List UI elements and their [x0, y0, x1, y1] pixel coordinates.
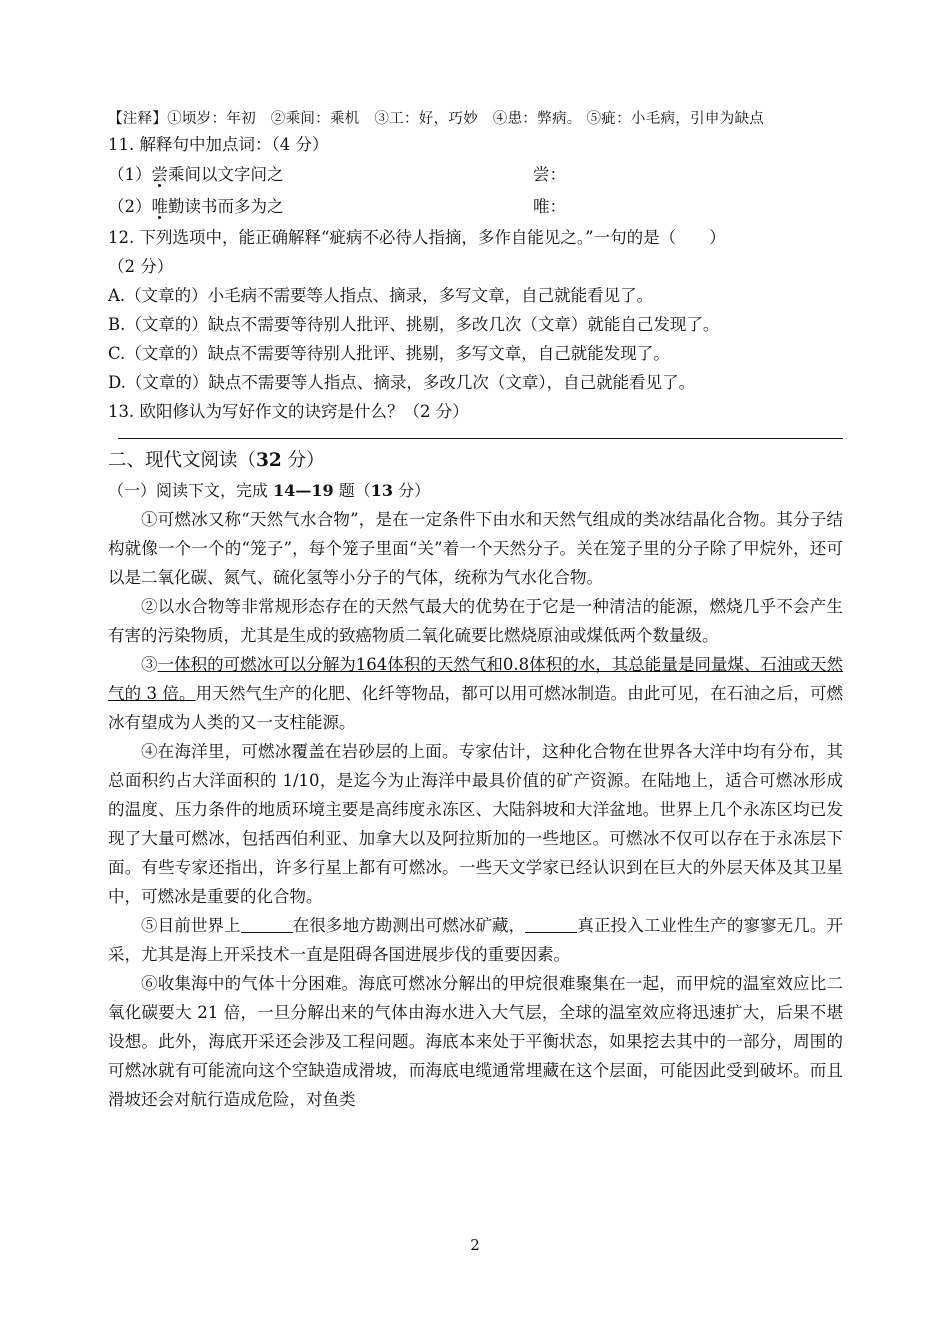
- subsection-heading: [108, 477, 843, 505]
- dotted-word: 尝: [151, 165, 168, 184]
- underlined-sentence: 一体积的可燃冰可以分解为164体积的天然气和0.8体积的水，其总能量是同量煤、石油或天然气的 3 倍。: [108, 655, 844, 703]
- option-c: C.（文章的）缺点不需要等待别人批评、挑剔，多写文章，自己就能发现了。: [108, 344, 670, 363]
- question-11-item-2: [108, 191, 843, 223]
- question-13: 13. 欧阳修认为写好作文的诀窍是什么？（2 分）: [108, 402, 469, 421]
- option-d: D.（文章的）缺点不需要等人指点、摘录，多改几次（文章），自己就能看见了。: [108, 373, 696, 392]
- section-heading: [108, 445, 843, 477]
- paragraph-text: 真正投入工业性生产的寥寥无几。开采，尤其是海上开采技术一直是阻碍各国进展步伐的重要因素。: [108, 916, 844, 964]
- sub-mid: 题（: [333, 481, 371, 500]
- paragraph-text: ⑤目前世界上: [141, 916, 241, 935]
- paragraph-2: ②以水合物等非常规形态存在的天然气最大的优势在于它是一种清洁的能源，燃烧几乎不会产生有害的污染物质，尤其是生成的致癌物质二氧化硫要比燃烧原油或煤低两个数量级。: [108, 597, 843, 645]
- item-text: 乘间以文字问之: [168, 165, 284, 184]
- paragraph-1: ①可燃冰又称“天然气水合物”，是在一定条件下由水和天然气组成的类冰结晶化合物。其分子结构就像一个一个的“笼子”，每个笼子里面“关”着一个天然分子。关在笼子里的分子除了甲烷外，还可以是二氧化碳、氮气、硫化氢等小分子的气体，统称为气水化合物。: [108, 510, 843, 587]
- paragraph-3: [108, 650, 843, 737]
- section-prefix: 二、现代文阅读（: [108, 450, 257, 471]
- paragraph-text: 在很多地方勘测出可燃冰矿藏，: [292, 916, 526, 935]
- dotted-word: 唯: [151, 197, 168, 216]
- annotation-note: 【注释】①顷岁：年初 ②乘间：乘机 ③工：好，巧妙 ④患：弊病。 ⑤疵：小毛病，引申为缺点: [108, 111, 765, 127]
- sub-score: 13: [370, 481, 393, 500]
- paragraph-5: [108, 911, 843, 969]
- section-score: 32: [256, 450, 282, 471]
- answer-line: [118, 438, 843, 439]
- answer-label: 尝：: [533, 165, 566, 184]
- question-11-title: 11. 解释句中加点词：（4 分）: [108, 135, 329, 154]
- fill-blank-2[interactable]: [525, 914, 577, 933]
- sub-suffix: 分）: [392, 481, 431, 500]
- question-12-title: 12. 下列选项中，能正确解释“疵病不必待人指摘，多作自能见之。”一句的是（ ）: [108, 228, 726, 247]
- sub-prefix: （一）阅读下文，完成: [108, 481, 274, 500]
- exam-page: [108, 108, 843, 1114]
- answer-label: 唯：: [533, 197, 566, 216]
- item-text: 勤读书而多为之: [168, 197, 284, 216]
- option-a: A.（文章的）小毛病不需要等人指点、摘录，多写文章，自己就能看见了。: [108, 286, 654, 305]
- paragraph-6: ⑥收集海中的气体十分困难。海底可燃冰分解出的甲烷很难聚集在一起，而甲烷的温室效应比二氧化碳要大 21 倍，一旦分解出来的气体由海水进入大气层，全球的温室效应将迅速扩大，后果不堪设想。此外，海底开采还会涉及工程问题。海底本来处于平衡状态，如果挖去其中的一部分，周围的可燃冰就有可能流向这个空缺造成滑坡，而海底电缆通常埋藏在这个层面，可能因此受到破坏。而且滑坡还会对航行造成危险，对鱼类: [108, 974, 843, 1109]
- sub-range: 14—19: [273, 481, 334, 500]
- page-number: 2: [470, 1236, 480, 1254]
- paragraph-number: ③: [141, 655, 158, 674]
- fill-blank-1[interactable]: [241, 914, 293, 933]
- question-12-score: （2 分）: [108, 257, 174, 276]
- option-b: B.（文章的）缺点不需要等待别人批评、挑剔，多改几次（文章）就能自己发现了。: [108, 315, 720, 334]
- item-prefix: （2）: [108, 197, 152, 216]
- section-suffix: 分）: [281, 450, 325, 471]
- paragraph-4: ④在海洋里，可燃冰覆盖在岩砂层的上面。专家估计，这种化合物在世界各大洋中均有分布，其总面积约占大洋面积的 1/10，是迄今为止海洋中最具价值的矿产资源。在陆地上，适合可燃冰形成的温度、压力条件的地质环境主要是高纬度永冻区、大陆斜坡和大洋盆地。世界上几个永冻区均已发现了大量可燃冰，包括西伯利亚、加拿大以及阿拉斯加的一些地区。可燃冰不仅可以存在于永冻层下面。有些专家还指出，许多行星上都有可燃冰。一些天文学家已经认识到在巨大的外层天体及其卫星中，可燃冰是重要的化合物。: [108, 742, 843, 906]
- question-11-item-1: [108, 159, 843, 191]
- item-prefix: （1）: [108, 165, 152, 184]
- paragraph-text: 用天然气生产的化肥、化纤等物品，都可以用可燃冰制造。由此可见，在石油之后，可燃冰有望成为人类的又一支柱能源。: [108, 684, 843, 732]
